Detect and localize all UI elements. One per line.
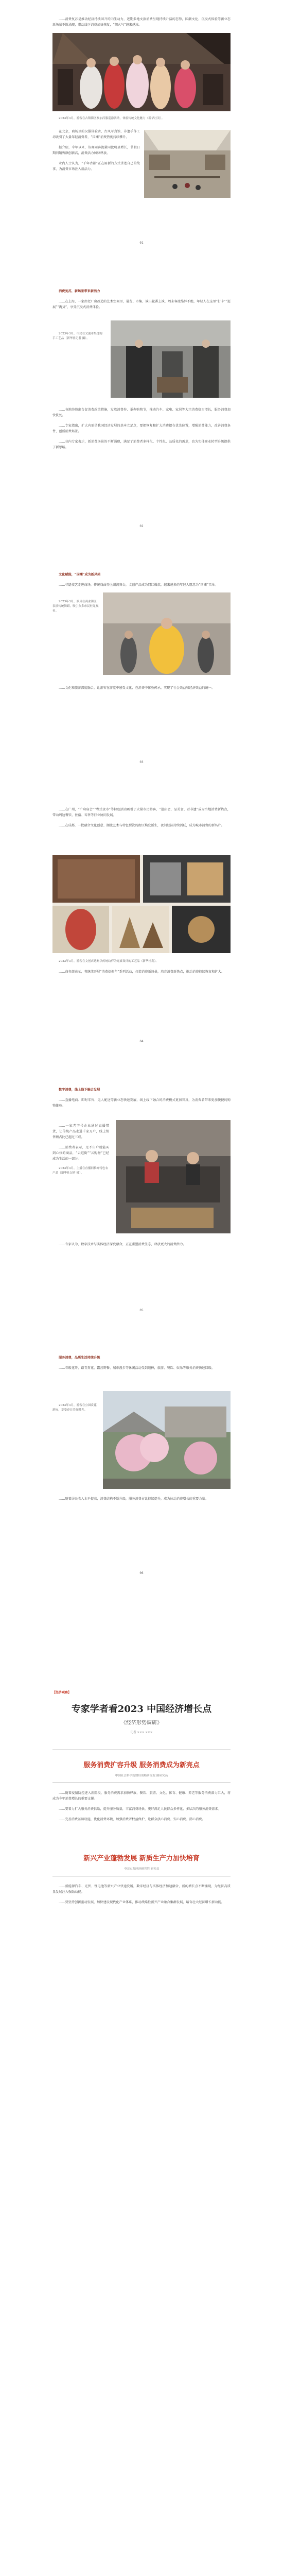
paragraph: ……消费复苏是推动经济持续回升的内生动力，近期多地文旅消费呈现持续升温的态势，国潮文化、沉浸式体验等新业态新场景不断涌现，带动线下消费加快恢复，“烟火气”越来越浓。 <box>52 18 231 27</box>
section-lead <box>52 289 231 294</box>
paragraph: ……要坚持创新驱动发展，加快建设现代化产业体系，推动战略性新兴产业融合集群发展，培育壮大经济增长新动能。 <box>59 1901 224 1904</box>
photo-caption: 2023年3月，游客在公园赏花游玩，享受春日美好时光。 <box>52 1404 97 1412</box>
page-5 <box>52 1087 231 1113</box>
photo-hanfu-parade <box>52 33 231 111</box>
paragraph: ……专家指出，扩大内需是我国经济发展的基本立足点，要把恢复和扩大消费摆在优先位置，增强消费能力，改善消费条件，创新消费场景。 <box>52 424 231 433</box>
caption-side <box>52 598 99 619</box>
page-1 <box>52 16 231 32</box>
paragraph: 据介绍，今年以来，该商圈客流量同比明显增长，节假日期间销售额创新高，消费活力加快释放。 <box>52 146 140 155</box>
paragraph: ……完善消费基础设施，优化消费环境，加强消费者权益保护，让群众放心消费、安心消费、舒心消费。 <box>59 1818 205 1821</box>
feature-subtitle: 《经济形势调研》 <box>121 1720 162 1726</box>
caption-block <box>52 114 231 126</box>
lead-text: 服务消费，品质生活持续升级 <box>59 1356 100 1360</box>
paragraph: ……直播电商、即时零售、无人配送等新业态快速发展，线上线下融合的消费模式更加普及，为消费者带来更加便捷的购物体验。 <box>52 1098 231 1108</box>
photo-spring-blossom <box>103 1391 231 1489</box>
page-5-body <box>52 1242 231 1252</box>
page-number: 02 <box>139 524 144 528</box>
photo-art-market <box>111 320 231 398</box>
photo-dance-performance <box>103 592 231 675</box>
byline: 记者 ××× ××× <box>130 1731 153 1734</box>
paragraph: ……专家认为，数字技术与实体经济深度融合，正在重塑消费生态，释放更大的消费潜力。 <box>59 1243 186 1246</box>
paragraph: ……要着力扩大服务消费供给，提升服务质量，丰富消费场景，更好满足人民群众多样化、多层次的服务消费需求。 <box>59 1807 221 1811</box>
paragraph: 业内人士认为，“千年古都”正在用新的方式讲述自己的故事，为消费市场注入新活力。 <box>52 162 140 171</box>
paragraph: ……随着居民收入水平提高，消费结构不断升级，服务消费占比持续提升，成为拉动消费增长的重要力量。 <box>59 1497 208 1501</box>
page-number: 01 <box>139 241 144 245</box>
paragraph: ……一家老字号企业通过直播带货，让传统产品走进千家万户，线上销售额占比已超过三成。 <box>52 1124 109 1139</box>
photo-caption: 2023年3月，演员在商业街区表演传统舞蹈，吸引众多市民驻足观看。 <box>52 600 99 613</box>
paragraph: ……消费者表示，足不出户就能买到心仪的商品，“云逛街”“云购物”已经成为生活的一部分。 <box>52 1146 109 1161</box>
lead-text: 消费复苏，新场景带来新活力 <box>59 290 100 293</box>
feature-title: 专家学者看2023 中国经济增长点 <box>71 1704 212 1715</box>
page-4 <box>52 807 231 833</box>
page-6-body <box>52 1496 231 1506</box>
page-2 <box>52 289 231 315</box>
section-lead <box>52 572 231 578</box>
caption-side <box>52 330 104 346</box>
page-4-body <box>52 957 231 979</box>
subsection-title: 新兴产业蓬勃发展 新质生产力加快培育 <box>83 1855 200 1862</box>
paragraph: 在北京，商场里的汉服体验店、古风写真馆、非遗手作工坊吸引了大量年轻消费者，“国潮”消费热度持续攀升。 <box>52 130 140 139</box>
subsection-title: 服务消费扩容升级 服务消费成为新亮点 <box>83 1761 200 1769</box>
photo-caption: 2023年3月，游客在古镇街区参加汉服巡游活动，体验传统文化魅力（新华社发）。 <box>59 117 165 120</box>
section-lead <box>52 1355 231 1361</box>
paragraph: ……随着疫情防控进入新阶段，服务消费需求加快释放，餐饮、旅游、文化、体育、健康、养老等服务消费潜力巨大，将成为今年消费增长的重要支撑。 <box>52 1791 231 1801</box>
page-number: 04 <box>139 1040 144 1043</box>
page-number: 05 <box>139 1309 144 1312</box>
photo-mall-atrium <box>144 130 231 198</box>
section-tag: 【经济观察】 <box>52 1691 72 1694</box>
expert-credit: 中国社会科学院财经战略研究院 副研究员 <box>115 1774 168 1777</box>
paragraph: ……各地纷纷出台促消费政策措施，发放消费券、举办购物节，推动汽车、家电、家居等大宗消费稳步增长，服务消费加快恢复。 <box>52 408 231 417</box>
lead-text: 数字消费，线上线下融合发展 <box>59 1088 100 1092</box>
section-lead <box>52 1087 231 1093</box>
photo-caption: 2023年3月，游客在文创店选购以传统纹样为元素设计的工艺品（新华社发）。 <box>59 960 158 963</box>
paragraph: ……新能源汽车、光伏、锂电池等新兴产业快速发展，数字经济与实体经济加速融合，新的增长点不断涌现，为经济高质量发展注入强劲动能。 <box>52 1885 231 1894</box>
page-3-body <box>52 685 231 696</box>
side-text <box>52 129 140 177</box>
paragraph: ……在广州，“广府庙会”“粤式夜市”等特色活动吸引了大量市民游客，“逛庙会、品美食、看非遗”成为当地消费新热点，带动周边餐饮、住宿、零售等行业协同发展。 <box>52 808 231 817</box>
caption-side <box>52 1401 99 1418</box>
page-2-body <box>52 407 231 455</box>
feature-section <box>52 1690 231 1910</box>
photo-livestream <box>116 1120 231 1233</box>
photo-craft-collage <box>52 855 231 953</box>
page-number: 03 <box>139 760 144 764</box>
expert-credit: 中国宏观经济研究院 研究员 <box>123 1868 160 1871</box>
side-text <box>52 1123 109 1181</box>
paragraph: ……业内专家表示，新消费场景的不断涌现，满足了消费者多样化、个性化、品质化的需求，也为实体商业转型升级提供了新思路。 <box>52 440 231 449</box>
page-3 <box>52 572 231 592</box>
page-6 <box>52 1355 231 1376</box>
paragraph: ……文化和旅游深度融合，让游客在游览中感受文化、在消费中体验传承，实现了社会效益和经济效益的统一。 <box>59 686 215 690</box>
photo-caption: 2023年3月，市民在文创市集选购手工艺品（新华社记者 摄）。 <box>52 332 102 340</box>
photo-caption: 2023年3月，主播在直播间推介特色农产品（新华社记者 摄）。 <box>52 1167 109 1175</box>
paragraph: ……在成都，一批融合文化创意、潮流艺术与特色餐饮的街区焕发新生，夜间经济持续活跃，成为城市消费的新名片。 <box>59 824 224 827</box>
paragraph: ……非遗技艺走进商场，传统戏曲登上潮流舞台，文创产品成为网红爆款，越来越多的年轻人愿意为“国潮”买单。 <box>59 583 218 587</box>
lead-text: 文化赋能，“国潮”成为新风尚 <box>59 573 101 577</box>
page-number: 06 <box>139 1571 144 1575</box>
paragraph: ……在上海，一家由老厂房改造的艺术空间里，展览、市集、演出轮番上演，周末客流络绎不绝，年轻人在这里“打卡”“逛展”“淘货”，享受沉浸式消费体验。 <box>52 300 231 309</box>
paragraph: ……春暖花开，踏青赏花、露营野餐、城市漫步等休闲活动受到追捧，旅游、餐饮、娱乐等服务消费快速回暖。 <box>59 1366 215 1370</box>
paragraph: ……商务部表示，将继续开展“消费提振年”系列活动，打造消费新场景，培育消费新热点，推动消费持续恢复和扩大。 <box>59 970 224 974</box>
